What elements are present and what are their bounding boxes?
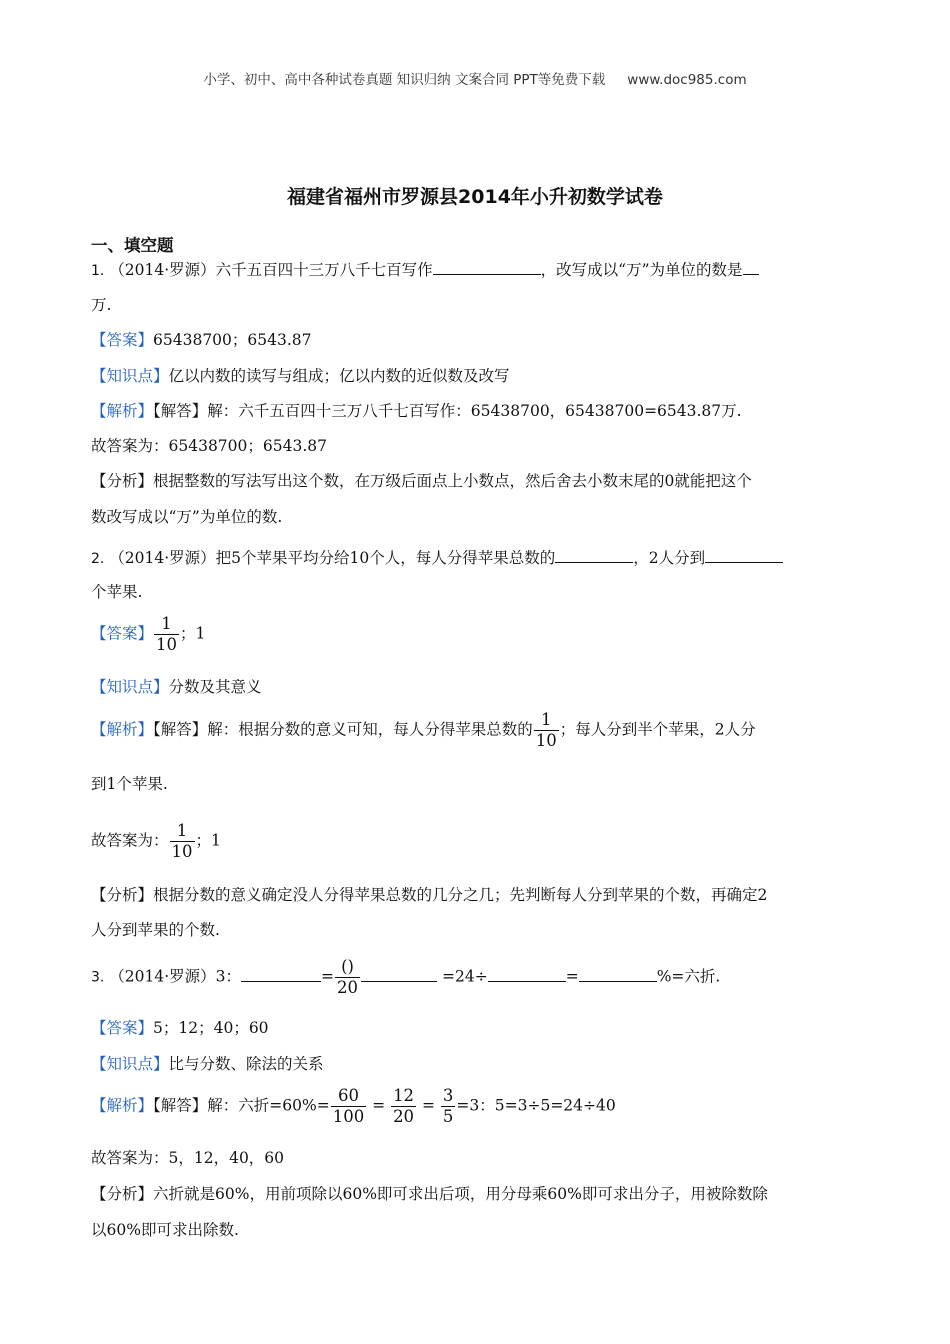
header-url[interactable]: www.doc985.com [627, 72, 747, 88]
q2-answer-fraction [154, 614, 179, 655]
q2-solution-line2: 到1个苹果. [91, 775, 168, 793]
q2-solution-b: ；每人分到半个苹果，2人分 [559, 720, 756, 739]
reason-tag: 【分析】 [91, 472, 154, 490]
answer-tag: 【答案】 [91, 624, 154, 643]
q1-answer-text: 65438700；6543.87 [153, 331, 312, 349]
q2-knowledge [91, 676, 262, 698]
analysis-tag: 【解析】 [91, 1096, 154, 1115]
knowledge-tag: 【知识点】 [91, 1055, 169, 1073]
q2-final-label: 故答案为： [91, 831, 169, 850]
q1-answer [91, 329, 312, 351]
fraction-numerator: 12 [393, 1086, 415, 1105]
q2-answer-tail: ；1 [180, 624, 206, 643]
q3-solution: 【解析】【解答】解：六折=60%= $\frac{60}{100}$ = $\frac{12}{20}$ = $\frac{3}{5}$ =3：5=3÷5=24÷40 [91, 1086, 616, 1126]
q3-stem-a: （2014·罗源）3： [109, 967, 242, 986]
q3-analysis-line1 [91, 1183, 768, 1205]
q3-equals: = [321, 967, 335, 986]
q1-stem-a: （2014·罗源）六千五百四十三万八千七百写作 [109, 261, 433, 279]
q3-knowledge-text: 比与分数、除法的关系 [168, 1055, 324, 1073]
analysis-tag: 【解析】 [91, 720, 154, 739]
q3-fraction-2 [391, 1086, 416, 1127]
q1-solution-text: 解：六千五百四十三万八千七百写作：65438700，65438700=6543.87万. [207, 402, 742, 420]
fraction-numerator: 1 [541, 710, 552, 729]
page-header [0, 68, 950, 88]
answer-tag: 【答案】 [91, 1019, 154, 1037]
q1-stem-line1 [91, 258, 759, 282]
reason-tag: 【分析】 [91, 1185, 154, 1203]
q2-final-fraction [170, 821, 195, 862]
q1-stem-c: 万. [91, 296, 112, 314]
fraction-denominator: 5 [442, 1107, 454, 1126]
q2-stem-b: ，2人分到 [633, 549, 706, 567]
fraction-numerator: 3 [442, 1086, 454, 1105]
q1-analysis-text: 根据整数的写法写出这个数，在万级后面点上小数点，然后舍去小数末尾的0就能把这个 [153, 472, 752, 490]
q3-solution-a: 解：六折=60%= [207, 1096, 330, 1115]
q2-number: 2. [91, 551, 105, 567]
q3-analysis-text: 六折就是60%，用前项除以60%即可求出后项，用分母乘60%即可求出分子，用被除数除 [153, 1185, 768, 1203]
q3-answer-text: 5；12；40；60 [153, 1019, 269, 1037]
q2-solution [91, 710, 756, 751]
q3-equals-2: = [565, 967, 579, 986]
q1-analysis-line2: 数改写成以“万”为单位的数. [91, 508, 283, 526]
q2-stem-line1 [91, 546, 783, 570]
section-heading: 一、填空题 [91, 236, 174, 255]
q2-final [91, 821, 221, 862]
analysis-tag: 【解析】 [91, 402, 154, 420]
q3-final: 故答案为：5，12，40，60 [91, 1149, 285, 1167]
q1-analysis-line1 [91, 470, 752, 492]
q2-analysis-line1 [91, 884, 767, 906]
q3-stem [91, 957, 720, 998]
fraction-numerator: 1 [161, 614, 172, 633]
fraction-denominator: 10 [171, 842, 193, 861]
q1-knowledge [91, 365, 510, 387]
q3-solution-b: =3：5=3÷5=24÷40 [456, 1096, 616, 1115]
explain-tag: 【解答】 [153, 720, 208, 739]
q1-solution [91, 400, 742, 422]
knowledge-tag: 【知识点】 [91, 678, 169, 696]
q3-knowledge [91, 1053, 324, 1075]
fraction-numerator: 60 [337, 1086, 359, 1105]
q3-blank-2 [361, 965, 437, 982]
q1-blank-2 [743, 258, 759, 275]
q1-blank-1 [433, 258, 541, 275]
q2-answer [91, 614, 205, 655]
q3-stem-b: =24÷ [441, 967, 488, 986]
header-text: 小学、初中、高中各种试卷真题 知识归纳 文案合同 PPT等免费下载 [203, 72, 606, 88]
q3-stem-fraction [335, 957, 360, 998]
fraction-denominator: 20 [393, 1107, 415, 1126]
q1-final: 故答案为：65438700；6543.87 [91, 437, 327, 455]
exam-title: 福建省福州市罗源县2014年小升初数学试卷 [287, 186, 663, 208]
fraction-denominator: 20 [337, 978, 359, 997]
fraction-numerator: 1 [176, 821, 188, 840]
explain-tag: 【解答】 [153, 1096, 208, 1115]
q2-final-tail: ；1 [195, 831, 221, 850]
fraction-denominator: 100 [332, 1107, 365, 1126]
q2-solution-a: 解：根据分数的意义可知，每人分得苹果总数的 [207, 720, 533, 739]
fraction-denominator: 10 [156, 635, 178, 654]
knowledge-tag: 【知识点】 [91, 367, 169, 385]
q1-number: 1. [91, 263, 105, 279]
q2-knowledge-text: 分数及其意义 [168, 678, 262, 696]
q3-stem-c: %=六折. [656, 967, 721, 986]
q3-fraction-1 [331, 1086, 367, 1127]
answer-tag: 【答案】 [91, 331, 154, 349]
q2-analysis-text: 根据分数的意义确定没人分得苹果总数的几分之几；先判断每人分到苹果的个数，再确定2 [153, 886, 768, 904]
reason-tag: 【分析】 [91, 886, 154, 904]
q1-stem-b: ，改写成以“万”为单位的数是 [540, 261, 743, 279]
fraction-denominator: 10 [535, 731, 557, 750]
q2-stem-a: （2014·罗源）把5个苹果平均分给10个人，每人分得苹果总数的 [109, 549, 556, 567]
q3-blank-1 [241, 965, 321, 982]
q1-stem-line2 [91, 294, 111, 316]
fraction-numerator: () [341, 957, 354, 976]
q2-solution-fraction [534, 710, 559, 751]
q1-knowledge-text: 亿以内数的读写与组成；亿以内数的近似数及改写 [168, 367, 510, 385]
q3-blank-4 [579, 965, 657, 982]
q3-number: 3. [91, 969, 105, 986]
q2-stem-line2: 个苹果. [91, 583, 143, 601]
q2-analysis-line2: 人分到苹果的个数. [91, 921, 220, 939]
q2-blank-1 [555, 546, 633, 563]
q3-answer [91, 1017, 269, 1039]
q2-blank-2 [705, 546, 783, 563]
q3-fraction-3 [441, 1086, 456, 1127]
q3-blank-3 [488, 965, 566, 982]
explain-tag: 【解答】 [153, 402, 208, 420]
q3-analysis-line2: 以60%即可求出除数. [91, 1221, 239, 1239]
